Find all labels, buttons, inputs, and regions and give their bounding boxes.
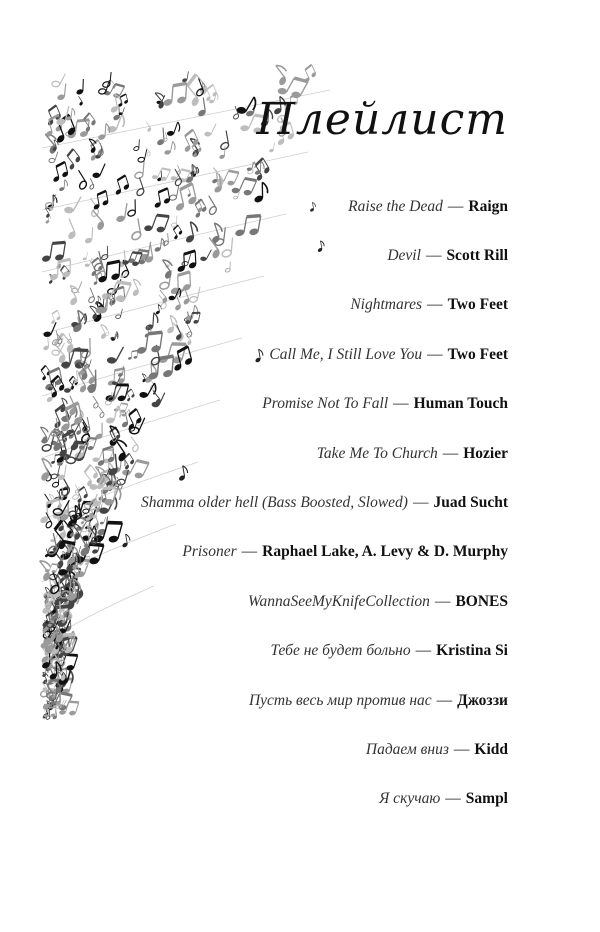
track-separator: — [241, 543, 258, 561]
track-separator: — [427, 345, 443, 363]
playlist-track [88, 478, 508, 527]
track-artist: Juad Sucht [433, 494, 508, 512]
playlist-track [88, 429, 508, 478]
track-separator: — [434, 592, 451, 610]
track-title: Promise Not To Fall [262, 395, 389, 413]
track-title: Nightmares [350, 296, 423, 314]
track-artist: BONES [455, 592, 508, 610]
track-title: Raise the Dead [348, 197, 443, 215]
track-separator: — [445, 790, 461, 808]
playlist-track [88, 281, 508, 330]
track-artist: Джоззи [457, 691, 508, 709]
track-artist: Raign [468, 197, 508, 215]
track-separator: — [442, 444, 459, 462]
track-artist: Scott Rill [446, 247, 508, 265]
playlist-track [88, 676, 508, 725]
track-title: Падаем вниз [365, 740, 449, 758]
track-artist: Two Feet [447, 345, 508, 363]
track-artist: Kidd [474, 740, 508, 758]
track-separator: — [436, 691, 453, 709]
track-title: Shamma older hell (Bass Boosted, Slowed) [141, 494, 408, 512]
page-title: Плейлист [256, 94, 508, 145]
track-separator: — [393, 395, 409, 413]
track-separator: — [415, 642, 432, 660]
playlist-track [88, 577, 508, 626]
track-artist: Two Feet [447, 296, 508, 314]
track-title: WannaSeeMyKnifeCollection [247, 592, 430, 610]
track-artist: Sampl [465, 790, 508, 808]
track-title: Call Me, I Still Love You [269, 345, 423, 363]
track-title: Тебе не будет больно [270, 642, 411, 660]
track-artist: Human Touch [413, 395, 508, 413]
track-artist: Kristina Si [436, 642, 508, 660]
track-separator: — [453, 740, 470, 758]
playlist [88, 182, 508, 824]
track-title: Take Me To Church [316, 444, 438, 462]
playlist-track [88, 627, 508, 676]
track-separator: — [427, 296, 443, 314]
playlist-track [88, 725, 508, 774]
playlist-track [88, 380, 508, 429]
track-artist: Raphael Lake, A. Levy & D. Murphy [262, 543, 508, 561]
playlist-track [88, 528, 508, 577]
track-separator: — [447, 197, 464, 215]
track-separator: — [412, 494, 429, 512]
track-title: Devil [387, 247, 421, 265]
track-title: Я скучаю [379, 790, 441, 808]
playlist-track [88, 330, 508, 379]
track-separator: — [425, 247, 442, 265]
track-title: Prisoner [182, 543, 237, 561]
playlist-track [88, 231, 508, 280]
track-artist: Hozier [463, 444, 508, 462]
playlist-track [88, 182, 508, 231]
track-title: Пусть весь мир против нас [248, 691, 432, 709]
playlist-track [88, 775, 508, 824]
